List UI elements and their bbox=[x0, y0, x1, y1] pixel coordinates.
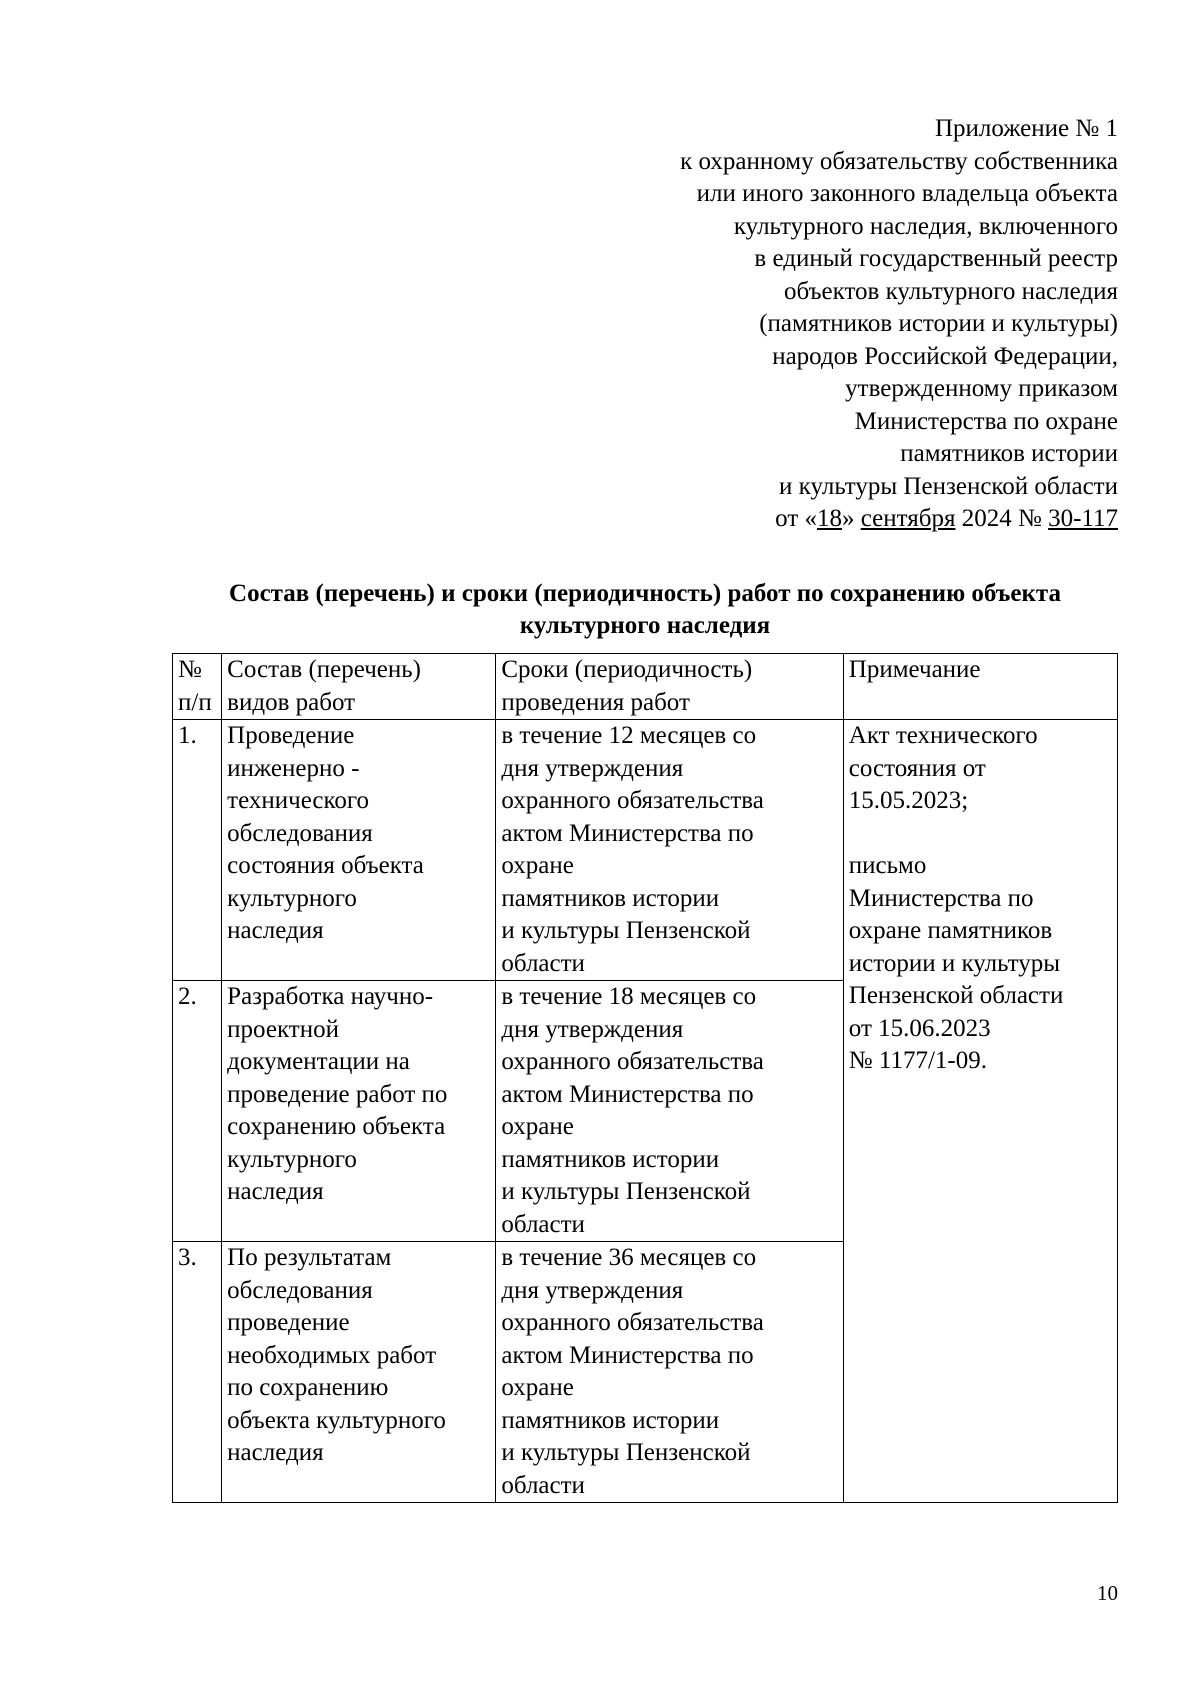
document-title bbox=[172, 578, 1118, 642]
title-line-1: Состав (перечень) и сроки (периодичность) работ по сохранению объекта bbox=[229, 580, 1061, 607]
table-row bbox=[173, 720, 1118, 981]
appendix-line: объектов культурного наследия bbox=[784, 277, 1118, 305]
appendix-line: Приложение № 1 bbox=[934, 115, 1118, 142]
title-line-2: культурного наследия bbox=[519, 612, 771, 639]
row-composition: Проведение инженерно - технического обследования состояния объекта культурного наследия bbox=[222, 720, 496, 981]
header-note: Примечание bbox=[843, 654, 1117, 720]
appendix-line: народов Российской Федерации, bbox=[772, 342, 1118, 370]
header-num: № п/п bbox=[173, 654, 222, 720]
appendix-line: в единый государственный реестр bbox=[754, 245, 1118, 272]
row-num: 2. bbox=[173, 981, 222, 1242]
appendix-line: утвержденному приказом bbox=[845, 375, 1118, 402]
appendix-line: Министерства по охране bbox=[854, 407, 1118, 435]
row-terms: в течение 18 месяцев со дня утверждения охранного обязательства актом Министерства по охране памятников истории и культуры Пензенской области bbox=[496, 981, 843, 1242]
row-terms: в течение 36 месяцев со дня утверждения охранного обязательства актом Министерства по охране памятников истории и культуры Пензенской области bbox=[496, 1242, 843, 1503]
appendix-line: и культуры Пензенской области bbox=[779, 472, 1118, 500]
table-header-row bbox=[173, 654, 1118, 720]
header-terms: Сроки (периодичность) проведения работ bbox=[496, 654, 843, 720]
date-month: сентября bbox=[860, 505, 956, 532]
works-table bbox=[172, 653, 1118, 1503]
row-composition: Разработка научно- проектной документации на проведение работ по сохранению объекта культурного наследия bbox=[222, 981, 496, 1242]
date-year: 2024 № bbox=[955, 505, 1049, 532]
row-terms: в течение 12 месяцев со дня утверждения охранного обязательства актом Министерства по охране памятников истории и культуры Пензенской области bbox=[496, 720, 843, 981]
appendix-line: (памятников истории и культуры) bbox=[759, 310, 1118, 337]
order-number: 30-117 bbox=[1048, 505, 1118, 532]
page-number: 10 bbox=[1097, 1581, 1118, 1605]
row-num: 1. bbox=[173, 720, 222, 981]
appendix-line: к охранному обязательству собственника bbox=[680, 147, 1118, 175]
appendix-line: или иного законного владельца объекта bbox=[696, 180, 1118, 207]
date-prefix: от « bbox=[775, 505, 818, 532]
date-mid: » bbox=[842, 505, 861, 532]
note-spacer bbox=[849, 818, 1113, 851]
appendix-line: памятников истории bbox=[900, 440, 1118, 467]
appendix-line: культурного наследия, включенного bbox=[733, 212, 1118, 240]
order-date-line bbox=[680, 503, 1118, 536]
header-composition: Состав (перечень) видов работ bbox=[222, 654, 496, 720]
row-num: 3. bbox=[173, 1242, 222, 1503]
row-composition: По результатам обследования проведение необходимых работ по сохранению объекта культурного наследия bbox=[222, 1242, 496, 1503]
date-day: 18 bbox=[817, 505, 843, 532]
appendix-header bbox=[680, 113, 1118, 536]
note-cell: Акт технического состояния от 15.05.2023; письмо Министерства по охране памятников истории и культуры Пензенской области от 15.06.2023 № 1177/1-09. bbox=[843, 720, 1117, 1503]
